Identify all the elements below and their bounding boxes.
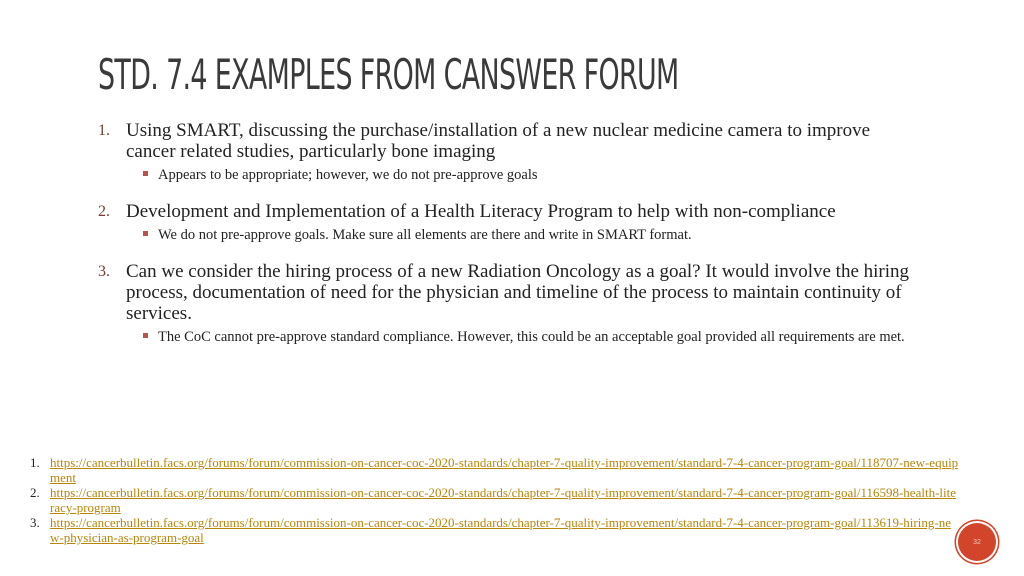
square-bullet-icon (143, 171, 148, 176)
reference-item (30, 485, 960, 515)
list-item (98, 261, 918, 346)
sub-item (126, 227, 918, 244)
item-text: Using SMART, discussing the purchase/installation of a new nuclear medicine camera to improve cancer related studies, particularly bone imaging (126, 120, 871, 162)
item-text: Development and Implementation of a Health Literacy Program to help with non-compliance (126, 201, 836, 222)
example-list (98, 120, 918, 363)
reference-link[interactable]: https://cancerbulletin.facs.org/forums/forum/commission-on-cancer-coc-2020-standards/chapter-7-quality-improvement/standard-7-4-cancer-program-goal/118707-new-equipment (50, 455, 959, 485)
item-text: Can we consider the hiring process of a new Radiation Oncology as a goal? It would involve the hiring process, documentation of need for the physician and timeline of the process to maintain continuity of services. (126, 261, 910, 324)
reference-number: 2. (30, 485, 40, 500)
reference-list (30, 455, 960, 545)
sub-item-text: We do not pre-approve goals. Make sure all elements are there and write in SMART format. (158, 227, 692, 243)
slide-number: 32 (973, 538, 981, 546)
slide-number-badge (958, 523, 996, 561)
reference-link[interactable]: https://cancerbulletin.facs.org/forums/forum/commission-on-cancer-coc-2020-standards/chapter-7-quality-improvement/standard-7-4-cancer-program-goal/113619-hiring-new-physician-as-program-goal (50, 515, 951, 545)
sub-item-text: The CoC cannot pre-approve standard compliance. However, this could be an acceptable goal provided all requirements are met. (158, 329, 905, 345)
item-number: 3. (98, 263, 110, 280)
square-bullet-icon (143, 231, 148, 236)
reference-item (30, 455, 960, 485)
reference-number: 3. (30, 515, 40, 530)
sub-item-text: Appears to be appropriate; however, we do not pre-approve goals (158, 167, 538, 183)
reference-link[interactable]: https://cancerbulletin.facs.org/forums/forum/commission-on-cancer-coc-2020-standards/chapter-7-quality-improvement/standard-7-4-cancer-program-goal/116598-health-literacy-program (50, 485, 957, 515)
sub-item (126, 329, 918, 346)
list-item (98, 201, 918, 244)
reference-item (30, 515, 960, 545)
list-item (98, 120, 918, 184)
slide-title: STD. 7.4 EXAMPLES FROM CANSWER FORUM (98, 50, 679, 99)
item-number: 1. (98, 122, 110, 139)
square-bullet-icon (143, 333, 148, 338)
reference-number: 1. (30, 455, 40, 470)
sub-item (126, 167, 918, 184)
item-number: 2. (98, 203, 110, 220)
